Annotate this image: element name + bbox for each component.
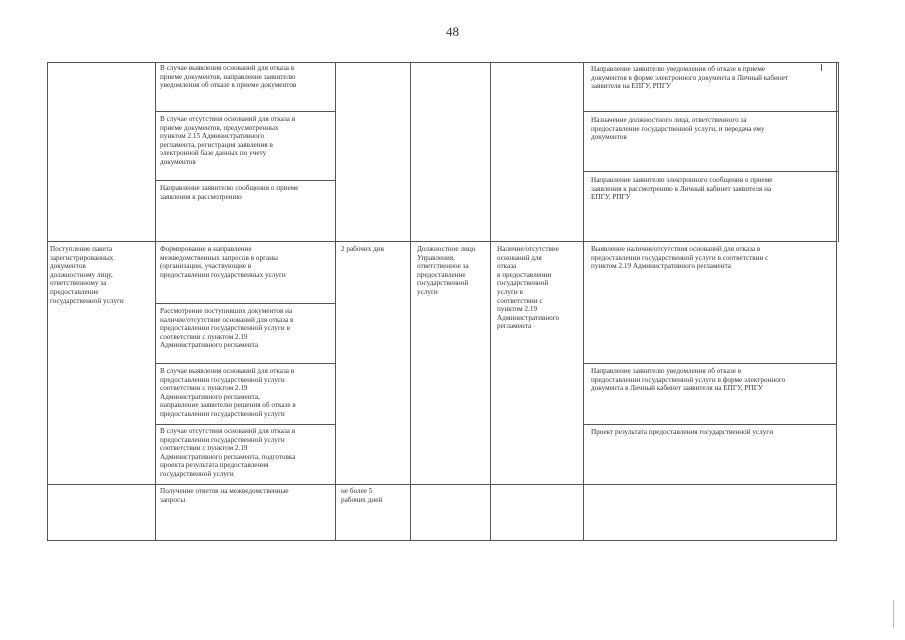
- cell-responsible-official: Должностное лицо Управления, ответственное за предоставление государственной услуги: [417, 245, 476, 296]
- table-bottom-border: [47, 540, 836, 541]
- cell-review-documents: Рассмотрение поступивших документов на наличие/отсутствие оснований для отказа в предоставлении государственной услуги в соответствии с пунктом 2.19 Административного регламента: [160, 307, 294, 350]
- cell-result-assign-official: Назначение должностного лица, ответственного за предоставление государственной услуги, и передача ему документов: [591, 116, 765, 142]
- table-column-line: [490, 62, 491, 541]
- table-column-line: [410, 62, 411, 541]
- table-column-line: [155, 62, 156, 541]
- cell-divider: [155, 363, 335, 364]
- table-column-line: [836, 62, 837, 541]
- cell-result-refusal-notice: Направление заявителю уведомления об отказе в предоставлении государственной услуги в форме электронного документа в Личный кабинет заявителя на ЕПГУ, РПГУ: [591, 367, 786, 393]
- cell-register-application: В случае отсутствия оснований для отказа в приеме документов, предусмотренных пунктом 2.15 Административного регламента, регистрация заявления в электронной базе данных по учету документов: [160, 115, 296, 166]
- cell-divider: [583, 111, 838, 112]
- cell-acceptance-message: Направление заявителю сообщения о приеме заявления к рассмотрению: [160, 184, 299, 201]
- cell-interagency-requests: Формирование и направление межведомственных запросов в органы (организации, участвующие в предоставлении государственных услуги: [160, 245, 286, 279]
- table-row-divider: [47, 241, 836, 242]
- cell-result-reject-notice: Направление заявителю уведомления об отказе в приеме документов в форме электронного документа в Личный кабинет заявителя на ЕПГУ, РПГУ: [591, 65, 789, 91]
- cell-divider: [155, 180, 335, 181]
- cell-divider: [155, 424, 335, 425]
- cell-divider: [155, 111, 335, 112]
- cell-prepare-draft-result: В случае отсутствия оснований для отказа в предоставлении государственной услуги соответствии с пунктом 2.19 Административного регламента, подготовка проекта результата предоставления государственной услуги: [160, 427, 296, 478]
- cell-result-grounds-check: Выявление наличия/отсутствия оснований для отказа в предоставлении государственной услуги в соответствии с пунктом 2.19 Административного регламента: [591, 245, 769, 271]
- cell-reject-intake: В случае выявления оснований для отказа в приеме документов, направление заявителю уведомления об отказе в приеме документов: [160, 64, 297, 90]
- cell-refusal-decision: В случае выявления оснований для отказа в предоставлении государственной услуги соответствии с пунктом 2.19 Административного регламента, направление заявителю решения об отказе в предоставлении государственной услуги: [160, 367, 296, 418]
- cell-term-responses: не более 5 рабочих дней: [341, 487, 383, 504]
- table-column-line: [838, 62, 839, 242]
- cell-decision-criteria: Наличие/отсутствие оснований для отказа в предоставлении государственной услуги в соответствии с пунктом 2.19 Административного регламента: [497, 245, 560, 331]
- cell-divider: [583, 363, 836, 364]
- cell-result-draft: Проект результата предоставления государственной услуги: [591, 428, 774, 436]
- table-row-divider: [47, 484, 836, 485]
- cell-divider: [583, 171, 838, 172]
- cell-term: 2 рабочих дня: [341, 245, 384, 253]
- table-column-line: [583, 62, 584, 541]
- table-column-line: [335, 62, 336, 541]
- cell-receive-responses: Получение ответов на межведомственные запросы: [160, 487, 289, 504]
- cell-procedure-name: Поступление пакета зарегистрированных документов должностному лицу, ответственному за предоставление государственной услуги: [50, 245, 124, 305]
- table-top-border: [47, 62, 838, 63]
- cell-divider: [155, 303, 335, 304]
- cell-divider: [583, 424, 836, 425]
- cell-result-electronic-message: Направление заявителю электронного сообщения о приеме заявления к рассмотрению в Личный кабинет заявителя на ЕПГУ, РПГУ: [591, 176, 773, 202]
- table-column-line: [47, 62, 48, 541]
- scan-edge-mark: [893, 600, 894, 628]
- page-number: 48: [446, 24, 459, 39]
